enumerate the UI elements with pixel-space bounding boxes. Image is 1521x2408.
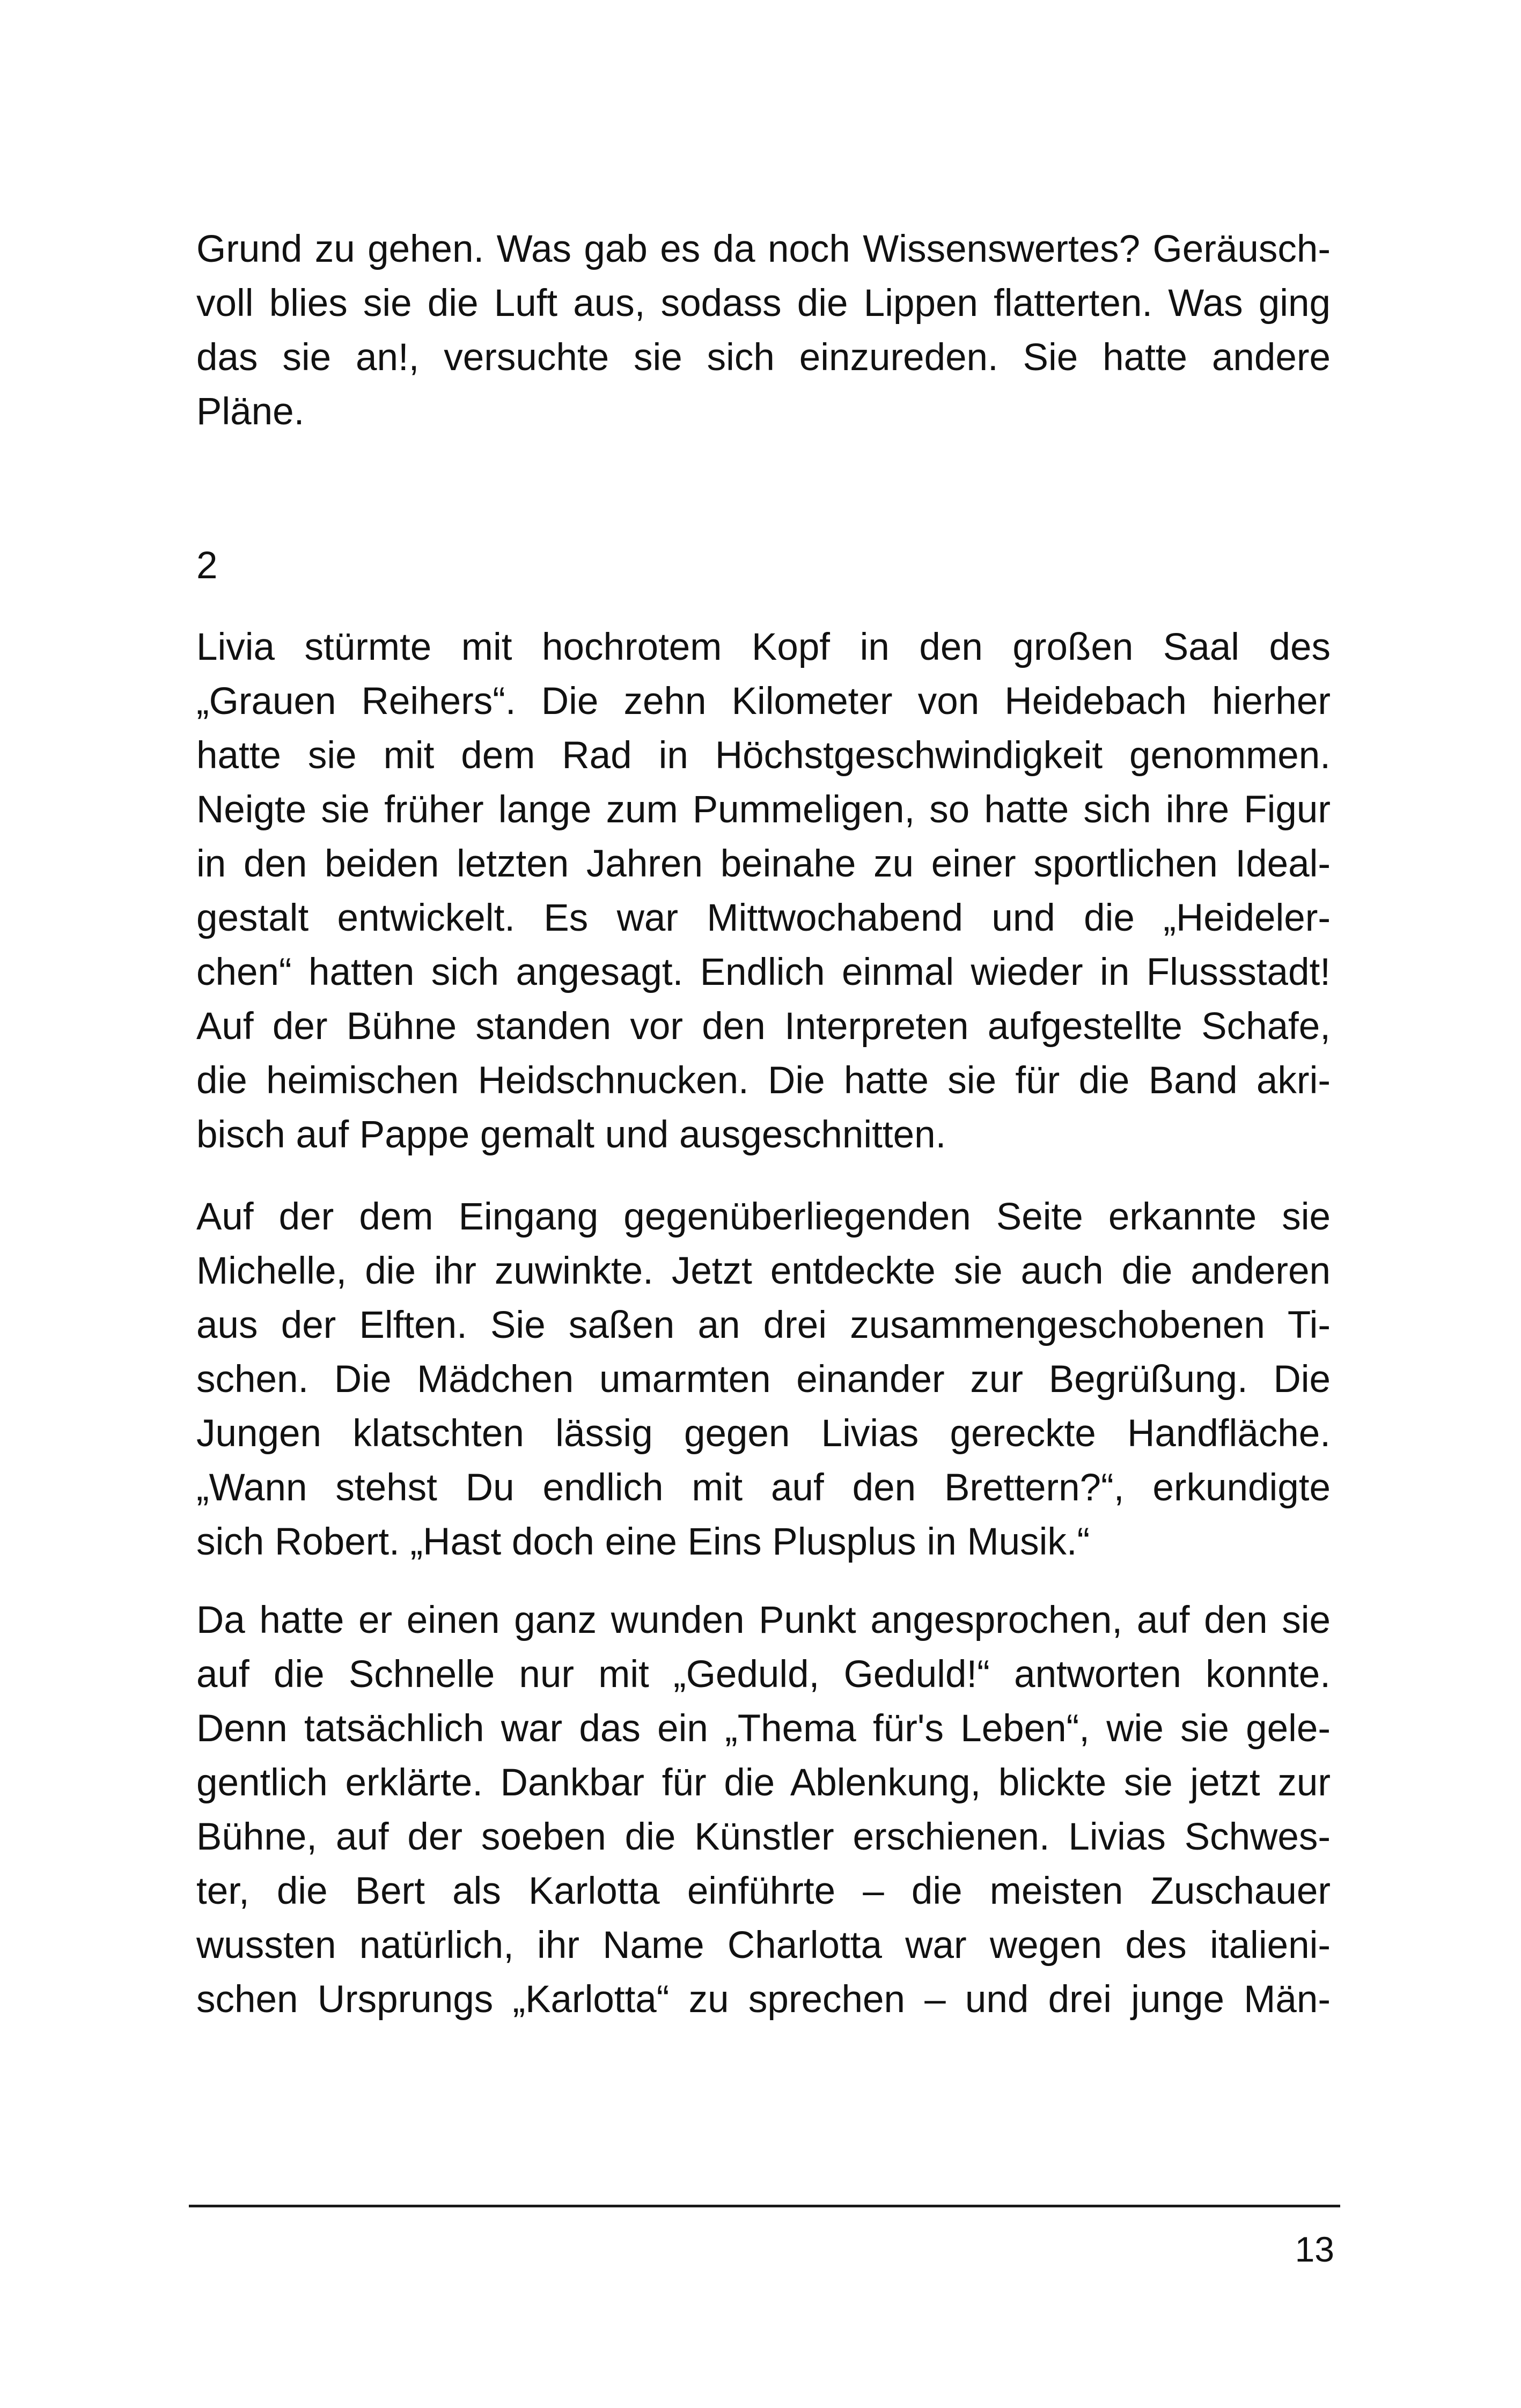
paragraph-1 <box>196 222 1331 439</box>
paragraph-4 <box>196 1593 1331 2027</box>
text-line: das sie an!, versuchte sie sich einzureden. Sie hatte andere <box>196 336 1331 379</box>
text-line: schen Ursprungs „Karlotta“ zu sprechen – und drei junge Män- <box>196 1978 1331 2021</box>
text-line: Jungen klatschten lässig gegen Livias gereckte Handfläche. <box>196 1412 1331 1455</box>
text-line: Pläne. <box>196 391 305 433</box>
text-line: Grund zu gehen. Was gab es da noch Wissenswertes? Geräusch- <box>196 228 1331 270</box>
page-number: 13 <box>1295 2229 1334 2269</box>
text-line: „Grauen Reihers“. Die zehn Kilometer von Heidebach hierher <box>196 680 1331 723</box>
text-line: Da hatte er einen ganz wunden Punkt angesprochen, auf den sie <box>196 1599 1331 1641</box>
text-line: schen. Die Mädchen umarmten einander zur Begrüßung. Die <box>196 1358 1331 1401</box>
text-line: Michelle, die ihr zuwinkte. Jetzt entdeckte sie auch die anderen <box>196 1250 1331 1292</box>
text-line: die heimischen Heidschnucken. Die hatte sie für die Band akri- <box>196 1059 1331 1102</box>
text-line: gestalt entwickelt. Es war Mittwochabend und die „Heideler- <box>196 897 1331 939</box>
text-line: Auf der Bühne standen vor den Interpreten aufgestellte Schafe, <box>196 1005 1331 1048</box>
text-line: gentlich erklärte. Dankbar für die Ablenkung, blickte sie jetzt zur <box>196 1762 1331 1804</box>
text-line: Livia stürmte mit hochrotem Kopf in den großen Saal des <box>196 626 1331 668</box>
text-line: voll blies sie die Luft aus, sodass die Lippen flatterten. Was ging <box>196 282 1331 325</box>
paragraph-3 <box>196 1190 1331 1569</box>
text-line: chen“ hatten sich angesagt. Endlich einmal wieder in Flussstadt! <box>196 951 1331 993</box>
text-line: auf die Schnelle nur mit „Geduld, Geduld!“ antworten konnte. <box>196 1653 1331 1696</box>
text-line: Bühne, auf der soeben die Künstler erschienen. Livias Schwes- <box>196 1816 1331 1858</box>
text-line: ter, die Bert als Karlotta einführte – die meisten Zuschauer <box>196 1870 1331 1912</box>
text-line: wussten natürlich, ihr Name Charlotta war wegen des italieni- <box>196 1924 1331 1967</box>
text-line: aus der Elften. Sie saßen an drei zusammengeschobenen Ti- <box>196 1304 1331 1346</box>
footer-divider <box>189 2205 1340 2207</box>
text-line: sich Robert. „Hast doch eine Eins Plusplus in Musik.“ <box>196 1521 1090 1563</box>
text-line: Denn tatsächlich war das ein „Thema für's Leben“, wie sie gele- <box>196 1707 1331 1750</box>
text-line: „Wann stehst Du endlich mit auf den Brettern?“, erkundigte <box>196 1467 1331 1509</box>
paragraph-2 <box>196 620 1331 1162</box>
text-line: Auf der dem Eingang gegenüberliegenden Seite erkannte sie <box>196 1196 1331 1238</box>
text-line: hatte sie mit dem Rad in Höchstgeschwindigkeit genommen. <box>196 734 1331 777</box>
text-line: Neigte sie früher lange zum Pummeligen, so hatte sich ihre Figur <box>196 789 1331 831</box>
chapter-number: 2 <box>196 544 218 587</box>
text-line: bisch auf Pappe gemalt und ausgeschnitten. <box>196 1114 946 1156</box>
text-line: in den beiden letzten Jahren beinahe zu einer sportlichen Ideal- <box>196 843 1331 885</box>
